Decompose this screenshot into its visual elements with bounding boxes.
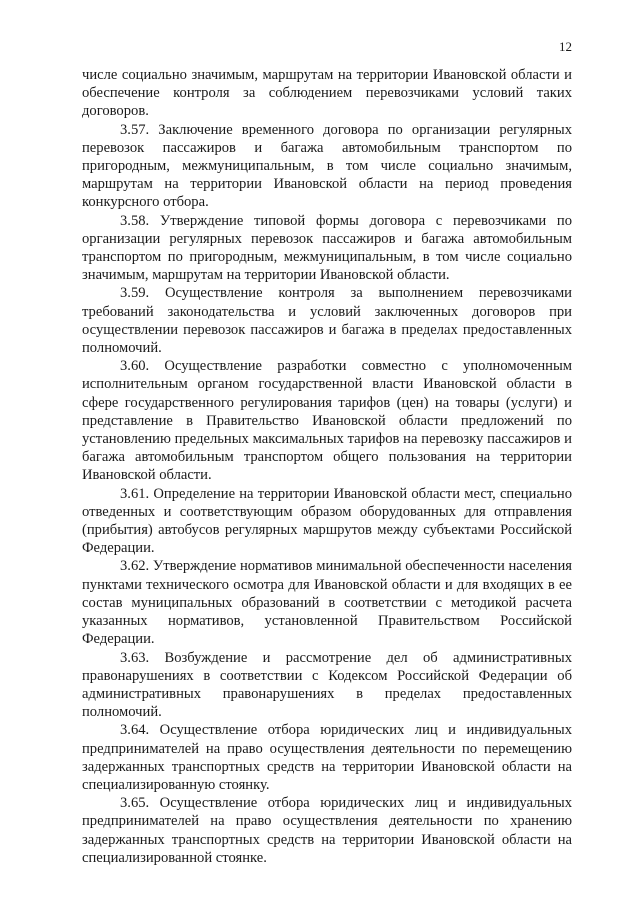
page-number: 12: [559, 39, 572, 54]
paragraph-continuation: числе социально значимым, маршрутам на территории Ивановской области и обеспечение контроля за соблюдением перевозчиками условий таких договоров.: [82, 67, 572, 120]
document-body: [82, 66, 572, 867]
paragraph-3-63: 3.63. Возбуждение и рассмотрение дел об административных правонарушениях в соответствии с Кодексом Российской Федерации об административных правонарушениях в пределах предоставленных полномочий.: [82, 649, 572, 721]
paragraph-3-60: 3.60. Осуществление разработки совместно с уполномоченным исполнительным органом государственной власти Ивановской области в сфере государственного регулирования тарифов (цен) на товары (услуги) и представление в Правительство Ивановской области предложений по установлению предельных максимальных тарифов на перевозку пассажиров и багажа автомобильным транспортом общего пользования на территории Ивановской области.: [82, 358, 572, 484]
paragraph-3-57: 3.57. Заключение временного договора по организации регулярных перевозок пассажиров и багажа автомобильным транспортом по пригородным, межмуниципальным, в том числе социально значимым, маршрутам на территории Ивановской области на период проведения конкурсного отбора.: [82, 121, 572, 211]
paragraph-3-58: 3.58. Утверждение типовой формы договора с перевозчиками по организации регулярных перевозок пассажиров и багажа автомобильным транспортом по пригородным, межмуниципальным, в том числе социально значимым, маршрутам на территории Ивановской области.: [82, 212, 572, 284]
paragraph-3-62: 3.62. Утверждение нормативов минимальной обеспеченности населения пунктами технического осмотра для Ивановской области и для входящих в ее состав муниципальных образований в соответствии с методикой расчета указанных нормативов, установленной Правительством Российской Федерации.: [82, 558, 572, 648]
paragraph-3-65: 3.65. Осуществление отбора юридических лиц и индивидуальных предпринимателей на право осуществления деятельности по хранению задержанных транспортных средств на территории Ивановской области на специализированной стоянке.: [82, 795, 572, 866]
paragraph-3-61: 3.61. Определение на территории Ивановской области мест, специально отведенных и соответствующим образом оборудованных для отправления (прибытия) автобусов регулярных маршрутов между субъектами Российской Федерации.: [82, 485, 572, 557]
paragraph-3-59: 3.59. Осуществление контроля за выполнением перевозчиками требований законодательства и условий заключенных договоров при осуществлении перевозок пассажиров и багажа в пределах предоставленных полномочий.: [82, 285, 572, 357]
paragraph-3-64: 3.64. Осуществление отбора юридических лиц и индивидуальных предпринимателей на право осуществления деятельности по перемещению задержанных транспортных средств на территории Ивановской области на специализированную стоянку.: [82, 722, 572, 793]
